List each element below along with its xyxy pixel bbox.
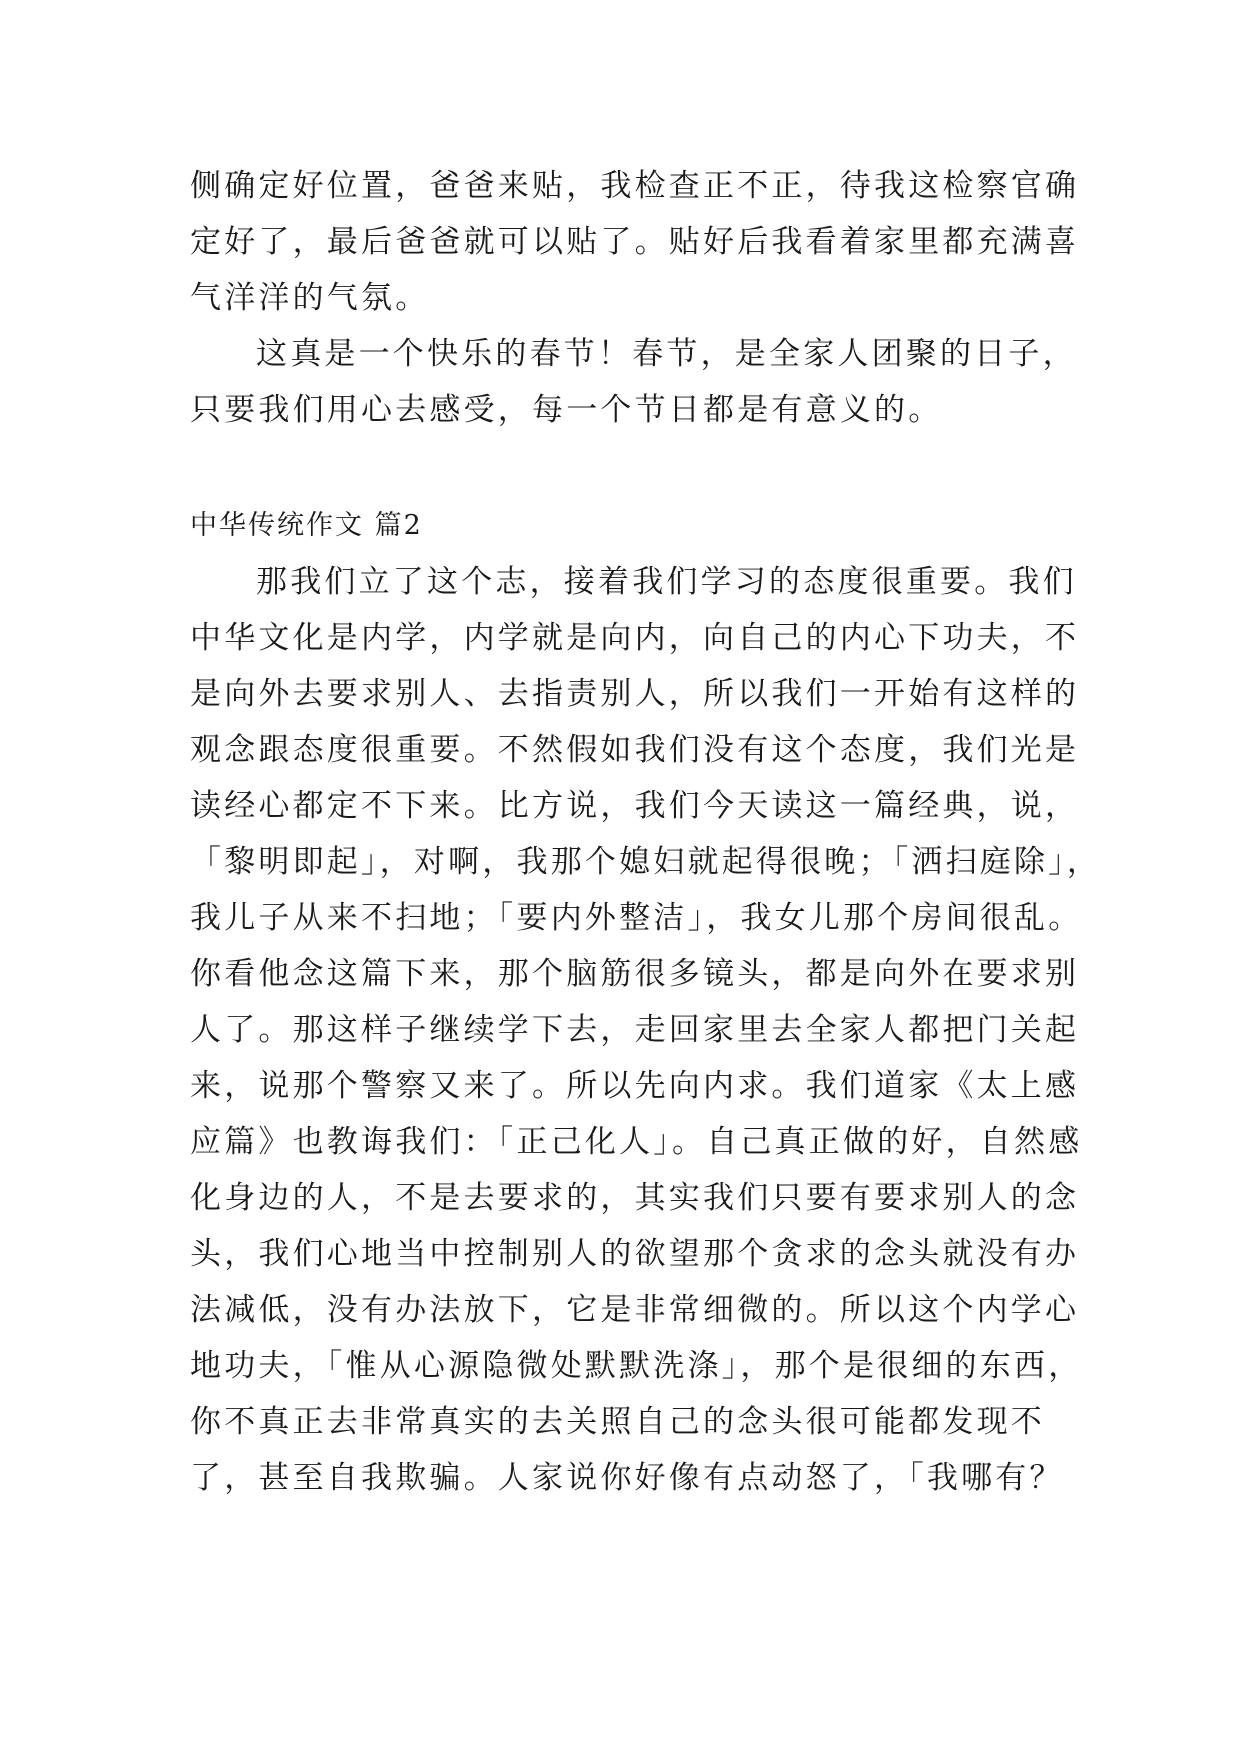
text-line: 你不真正去非常真实的去关照自己的念头很可能都发现不 (190, 1404, 1045, 1440)
paragraph-1 (190, 158, 1080, 326)
text-line: 人了。那这样子继续学下去，走回家里去全家人都把门关起 (190, 1012, 1080, 1048)
text-line: 那我们立了这个志，接着我们学习的态度很重要。我们 (256, 564, 1077, 600)
text-line: 中华文化是内学，内学就是向内，向自己的内心下功夫，不 (190, 620, 1080, 656)
text-line: 地功夫，「惟从心源隐微处默默洗涤」，那个是很细的东西， (190, 1348, 1083, 1384)
text-line: 我儿子从来不扫地；「要内外整洁」，我女儿那个房间很乱。 (190, 900, 1083, 936)
paragraph-3 (190, 554, 1102, 1506)
section-heading: 中华传统作文 篇2 (190, 510, 423, 541)
text-line: 应篇》也教诲我们：「正己化人」。自己真正做的好，自然感 (190, 1124, 1083, 1160)
text-line: 头，我们心地当中控制别人的欲望那个贪求的念头就没有办 (190, 1236, 1080, 1272)
text-line: 读经心都定不下来。比方说，我们今天读这一篇经典，说， (190, 788, 1080, 824)
paragraph-2 (190, 326, 1080, 438)
text-line: 这真是一个快乐的春节！春节，是全家人团聚的日子， (256, 336, 1077, 372)
text-line: 是向外去要求别人、去指责别人，所以我们一开始有这样的 (190, 676, 1080, 712)
section-gap (190, 438, 1080, 498)
text-line: 化身边的人，不是去要求的，其实我们只要有要求别人的念 (190, 1180, 1080, 1216)
text-line: 你看他念这篇下来，那个脑筋很多镜头，都是向外在要求别 (190, 956, 1080, 992)
text-line: 侧确定好位置，爸爸来贴，我检查正不正，待我这检察官确 (190, 168, 1080, 204)
document-body (190, 158, 1102, 1506)
text-line: 气洋洋的气氛。 (190, 280, 430, 316)
text-line: 法减低，没有办法放下，它是非常细微的。所以这个内学心 (190, 1292, 1080, 1328)
text-line: 「黎明即起」，对啊，我那个媳妇就起得很晚；「洒扫庭除」， (190, 844, 1102, 880)
text-line: 了，甚至自我欺骗。人家说你好像有点动怒了，「我哪有？ (190, 1460, 1064, 1496)
text-line: 观念跟态度很重要。不然假如我们没有这个态度，我们光是 (190, 732, 1080, 768)
text-line: 来，说那个警察又来了。所以先向内求。我们道家《太上感 (190, 1068, 1080, 1104)
text-line: 定好了，最后爸爸就可以贴了。贴好后我看着家里都充满喜 (190, 224, 1080, 260)
text-line: 只要我们用心去感受，每一个节日都是有意义的。 (190, 392, 943, 428)
